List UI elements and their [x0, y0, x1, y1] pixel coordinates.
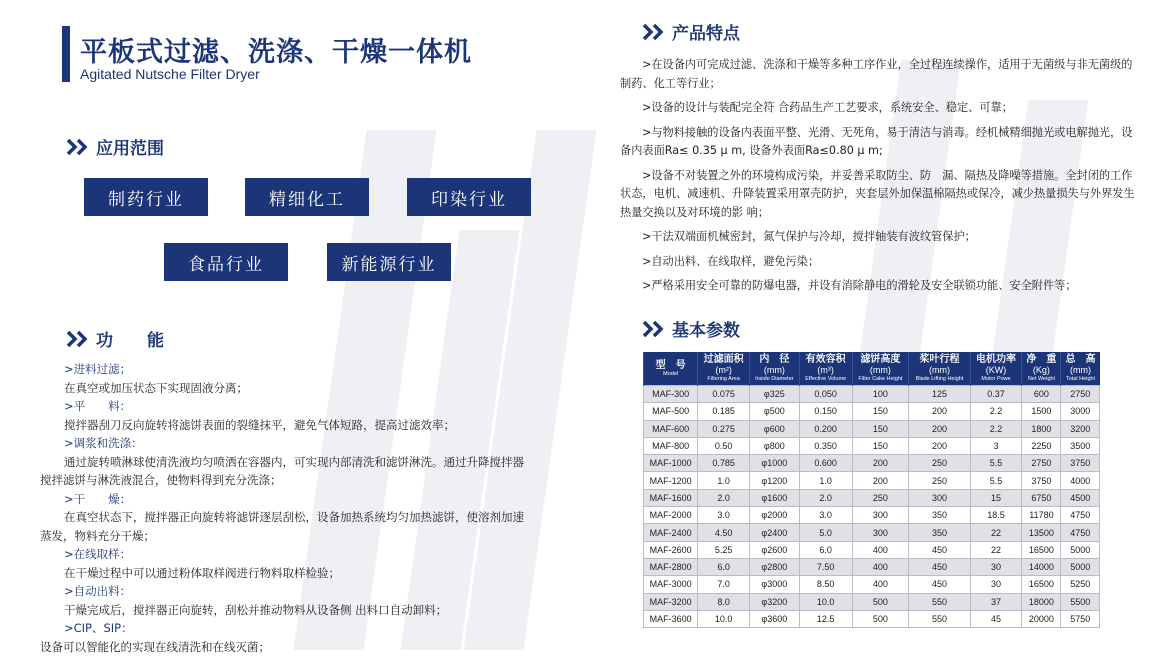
- table-cell: 500: [852, 593, 909, 610]
- function-item-text: 蒸发，物料充分干燥；: [40, 528, 155, 543]
- table-cell: 6.0: [799, 541, 852, 558]
- table-cell: 2750: [1061, 386, 1100, 403]
- feature-item: >干法双端面机械密封，氮气保护与冷却，搅拌轴装有波纹管保护；: [642, 230, 976, 243]
- table-cell: 150: [852, 403, 909, 420]
- table-cell: 13500: [1022, 524, 1061, 541]
- table-cell: 2.0: [799, 489, 852, 506]
- feature-item: >设备不对装置之外的环境构成污染，并妥善采取防尘、防 漏、隔热及降噪等措施。全封闭的工作状态，电机、减速机、升降装置采用罩壳防护，夹套层外加保温棉隔热或保冷，减少热量损失与外界发生热量交换以及对环境的影 响；: [620, 168, 1135, 219]
- column-name-cn: 总 高: [1065, 354, 1096, 365]
- table-row: [644, 437, 1100, 454]
- table-cell: 0.150: [799, 403, 852, 420]
- table-cell: φ3000: [749, 576, 799, 593]
- table-cell: 45: [970, 610, 1022, 627]
- table-cell: 30: [970, 576, 1022, 593]
- function-item-heading: >调浆和洗涤：: [64, 436, 143, 450]
- application-chip: 精细化工: [245, 178, 369, 216]
- section-heading-label: 基本参数: [672, 321, 740, 341]
- table-row: [644, 472, 1100, 489]
- table-cell: 4500: [1061, 489, 1100, 506]
- column-name-en: Net Weight: [1027, 376, 1055, 382]
- table-cell: 11780: [1022, 507, 1061, 524]
- table-cell: 300: [852, 507, 909, 524]
- table-cell: MAF-800: [644, 437, 698, 454]
- table-cell: 600: [1022, 386, 1061, 403]
- column-name-cn: 滤饼高度: [860, 354, 901, 365]
- column-unit: (mm): [869, 365, 891, 375]
- table-cell: 1.0: [799, 472, 852, 489]
- column-name-cn: 过滤面积: [703, 354, 744, 365]
- table-cell: 3: [970, 437, 1022, 454]
- column-name-en: Motor Powe: [981, 376, 1011, 382]
- table-row: [644, 489, 1100, 506]
- table-cell: 2750: [1022, 455, 1061, 472]
- table-row: [644, 558, 1100, 575]
- function-item-text: 在真空或加压状态下实现固液分离；: [64, 380, 248, 395]
- column-name-en: Total Height: [1065, 376, 1095, 382]
- table-cell: 37: [970, 593, 1022, 610]
- section-heading-function: [66, 326, 164, 351]
- table-row: [644, 541, 1100, 558]
- function-item-heading: >在线取样：: [64, 547, 132, 561]
- table-cell: 400: [852, 576, 909, 593]
- table-cell: φ1600: [749, 489, 799, 506]
- table-cell: 0.200: [799, 420, 852, 437]
- function-item-text: 在干燥过程中可以通过粉体取样阀进行物料取样检验；: [64, 565, 340, 580]
- section-heading-label: 应用范围: [96, 139, 164, 159]
- feature-item: >在设备内可完成过滤、洗涤和干燥等多种工序作业，全过程连续操作，适用于无菌级与非无菌级的制药、化工等行业；: [620, 58, 1133, 90]
- table-cell: 2.2: [970, 403, 1022, 420]
- function-item-text: 搅拌滤饼与淋洗液混合，使物料得到充分洗涤；: [40, 473, 282, 487]
- table-cell: 7.50: [799, 558, 852, 575]
- application-chip: 印染行业: [407, 178, 531, 216]
- section-heading-features: [642, 19, 740, 44]
- table-cell: 22: [970, 524, 1022, 541]
- function-item-text: 通过旋转喷淋球使清洗液均匀喷洒在容器内，可实现内部清洗和滤饼淋洗。通过升降搅拌器: [64, 454, 524, 469]
- table-cell: 5.25: [698, 541, 750, 558]
- table-cell: MAF-2400: [644, 524, 698, 541]
- column-name-en: Filtering Area: [707, 376, 740, 382]
- table-cell: 4.50: [698, 524, 750, 541]
- table-row: [644, 455, 1100, 472]
- column-unit: (Kg): [1032, 365, 1050, 375]
- table-header-cell: [799, 352, 852, 386]
- function-item-heading: >CIP、SIP：: [64, 621, 133, 635]
- table-cell: 150: [852, 437, 909, 454]
- table-header-cell: [1061, 352, 1100, 386]
- feature-item: >设备的设计与装配完全符 合药品生产工艺要求，系统安全、稳定、可靠；: [642, 101, 1013, 114]
- table-cell: MAF-2600: [644, 541, 698, 558]
- feature-item: >严格采用安全可靠的防爆电器，并设有消除静电的滑轮及安全联锁功能、安全附件等；: [642, 279, 1077, 292]
- table-cell: 300: [852, 524, 909, 541]
- table-cell: 5.5: [970, 472, 1022, 489]
- table-cell: 6.0: [698, 558, 750, 575]
- table-cell: 550: [909, 610, 970, 627]
- table-cell: 0.075: [698, 386, 750, 403]
- table-cell: 5.0: [799, 524, 852, 541]
- column-unit: (m²): [715, 365, 732, 375]
- table-cell: 250: [852, 489, 909, 506]
- table-cell: 0.050: [799, 386, 852, 403]
- table-cell: 200: [909, 403, 970, 420]
- column-unit: (KW): [985, 365, 1007, 375]
- table-cell: 5000: [1061, 541, 1100, 558]
- table-cell: 18.5: [970, 507, 1022, 524]
- table-cell: 15: [970, 489, 1022, 506]
- column-name-cn: 有效容积: [805, 354, 846, 365]
- table-cell: 125: [909, 386, 970, 403]
- parameters-table: [643, 352, 1100, 628]
- table-cell: φ2400: [749, 524, 799, 541]
- table-cell: 350: [909, 507, 970, 524]
- table-cell: 450: [909, 576, 970, 593]
- table-cell: 0.785: [698, 455, 750, 472]
- table-cell: 3000: [1061, 403, 1100, 420]
- table-cell: 5000: [1061, 558, 1100, 575]
- table-cell: 8.50: [799, 576, 852, 593]
- table-header-cell: [852, 352, 909, 386]
- table-cell: 1.0: [698, 472, 750, 489]
- table-row: [644, 576, 1100, 593]
- table-cell: MAF-1000: [644, 455, 698, 472]
- table-cell: 10.0: [698, 610, 750, 627]
- table-header-cell: [749, 352, 799, 386]
- table-cell: 0.600: [799, 455, 852, 472]
- function-item-heading: >干 燥：: [64, 491, 132, 506]
- column-name-en: Model: [663, 370, 679, 377]
- double-chevron-right-icon: [66, 330, 90, 348]
- table-cell: 4750: [1061, 507, 1100, 524]
- table-cell: 350: [909, 524, 970, 541]
- table-cell: 3750: [1061, 455, 1100, 472]
- features-list: [620, 56, 1135, 302]
- function-item-text: 搅拌器刮刀反向旋转将滤饼表面的裂缝抹平，避免气体短路，提高过滤效率；: [64, 417, 455, 432]
- table-cell: 450: [909, 558, 970, 575]
- table-cell: 14000: [1022, 558, 1061, 575]
- table-header-cell: [1022, 352, 1061, 386]
- table-row: [644, 386, 1100, 403]
- table-cell: MAF-500: [644, 403, 698, 420]
- application-chip: 食品行业: [164, 243, 288, 281]
- table-cell: 4000: [1061, 472, 1100, 489]
- table-cell: 16500: [1022, 576, 1061, 593]
- page-title: 平板式过滤、洗涤、干燥一体机: [80, 37, 472, 68]
- table-cell: φ800: [749, 437, 799, 454]
- double-chevron-right-icon: [642, 23, 666, 41]
- table-row: [644, 420, 1100, 437]
- table-cell: 3750: [1022, 472, 1061, 489]
- table-cell: MAF-300: [644, 386, 698, 403]
- column-name-en: Filter Cake Height: [858, 376, 903, 382]
- table-cell: 22: [970, 541, 1022, 558]
- table-cell: 100: [852, 386, 909, 403]
- table-cell: 3.0: [799, 507, 852, 524]
- table-cell: MAF-3600: [644, 610, 698, 627]
- section-heading-application: [66, 134, 164, 159]
- title-accent-bar: [62, 26, 70, 82]
- section-heading-label: 产品特点: [672, 24, 740, 44]
- table-cell: 30: [970, 558, 1022, 575]
- table-cell: 20000: [1022, 610, 1061, 627]
- table-cell: φ3200: [749, 593, 799, 610]
- table-cell: 5750: [1061, 610, 1100, 627]
- column-unit: (mm): [929, 365, 950, 375]
- table-cell: 8.0: [698, 593, 750, 610]
- table-header-cell: [644, 352, 698, 386]
- double-chevron-right-icon: [642, 320, 666, 338]
- table-cell: 400: [852, 541, 909, 558]
- column-name-en: Inside Diameter: [755, 376, 794, 382]
- table-cell: φ500: [749, 403, 799, 420]
- column-name-cn: 桨叶行程: [919, 354, 960, 365]
- table-cell: 2.0: [698, 489, 750, 506]
- table-cell: 0.350: [799, 437, 852, 454]
- table-header-cell: [970, 352, 1022, 386]
- function-item-heading: >自动出料：: [64, 584, 132, 598]
- table-cell: 10.0: [799, 593, 852, 610]
- column-unit: (m³): [817, 365, 834, 375]
- table-cell: φ1200: [749, 472, 799, 489]
- table-cell: 1800: [1022, 420, 1061, 437]
- table-cell: 12.5: [799, 610, 852, 627]
- function-item-text: 在真空状态下，搅拌器正向旋转将滤饼逐层刮松，设备加热系统均匀加热滤饼，使溶剂加速: [64, 510, 524, 524]
- function-item-text: 设备可以智能化的实现在线清洗和在线灭菌；: [40, 639, 270, 654]
- feature-item: >自动出料、在线取样，避免污染；: [642, 254, 820, 268]
- table-cell: 2.2: [970, 420, 1022, 437]
- application-chip: 制药行业: [84, 178, 208, 216]
- table-row: [644, 507, 1100, 524]
- table-cell: 3.0: [698, 507, 750, 524]
- column-name-cn: 型 号: [655, 359, 686, 371]
- table-row: [644, 610, 1100, 627]
- column-name-cn: 内 径: [759, 354, 790, 365]
- table-cell: 0.275: [698, 420, 750, 437]
- function-list: [40, 360, 580, 656]
- table-row: [644, 403, 1100, 420]
- table-cell: 500: [852, 610, 909, 627]
- table-cell: 16500: [1022, 541, 1061, 558]
- table-cell: φ2000: [749, 507, 799, 524]
- table-cell: MAF-600: [644, 420, 698, 437]
- table-cell: MAF-3200: [644, 593, 698, 610]
- table-cell: 0.185: [698, 403, 750, 420]
- table-cell: 400: [852, 558, 909, 575]
- table-cell: φ2800: [749, 558, 799, 575]
- table-cell: 7.0: [698, 576, 750, 593]
- table-cell: 0.37: [970, 386, 1022, 403]
- table-cell: 200: [909, 437, 970, 454]
- table-cell: φ1000: [749, 455, 799, 472]
- table-cell: 300: [909, 489, 970, 506]
- column-name-cn: 电机功率: [976, 354, 1017, 365]
- table-cell: MAF-1200: [644, 472, 698, 489]
- table-cell: MAF-1600: [644, 489, 698, 506]
- table-cell: 3200: [1061, 420, 1100, 437]
- function-item-heading: >进料过滤；: [64, 362, 132, 376]
- function-item-heading: >平 料：: [64, 399, 132, 413]
- table-cell: 5.5: [970, 455, 1022, 472]
- table-cell: 250: [909, 472, 970, 489]
- table-cell: 550: [909, 593, 970, 610]
- table-header-row: [644, 352, 1100, 386]
- table-cell: 250: [909, 455, 970, 472]
- table-cell: 4750: [1061, 524, 1100, 541]
- table-cell: 200: [852, 472, 909, 489]
- table-cell: 200: [909, 420, 970, 437]
- table-cell: φ2600: [749, 541, 799, 558]
- table-cell: 2250: [1022, 437, 1061, 454]
- column-name-en: Blade Lifting Height: [915, 376, 964, 382]
- table-header-cell: [698, 352, 750, 386]
- table-cell: MAF-2800: [644, 558, 698, 575]
- function-item-text: 干燥完成后，搅拌器正向旋转，刮松并推动物料从设备侧 出料口自动卸料；: [64, 602, 448, 617]
- table-cell: 0.50: [698, 437, 750, 454]
- table-cell: φ325: [749, 386, 799, 403]
- table-cell: 150: [852, 420, 909, 437]
- column-unit: (mm): [1069, 365, 1091, 375]
- table-cell: 18000: [1022, 593, 1061, 610]
- column-name-cn: 净 重: [1026, 354, 1057, 365]
- application-chip: 新能源行业: [327, 243, 451, 281]
- table-cell: 5500: [1061, 593, 1100, 610]
- table-cell: 450: [909, 541, 970, 558]
- table-cell: 5250: [1061, 576, 1100, 593]
- section-heading-params: [642, 316, 740, 341]
- table-row: [644, 524, 1100, 541]
- table-cell: 1500: [1022, 403, 1061, 420]
- table-cell: 200: [852, 455, 909, 472]
- table-cell: 6750: [1022, 489, 1061, 506]
- page-subtitle: Agitated Nutsche Filter Dryer: [80, 66, 260, 82]
- column-unit: (mm): [763, 365, 785, 375]
- table-cell: 3500: [1061, 437, 1100, 454]
- double-chevron-right-icon: [66, 138, 90, 156]
- section-heading-label: 功 能: [96, 331, 164, 351]
- table-cell: MAF-2000: [644, 507, 698, 524]
- table-cell: φ3600: [749, 610, 799, 627]
- table-cell: φ600: [749, 420, 799, 437]
- table-cell: MAF-3000: [644, 576, 698, 593]
- column-name-en: Effective Volume: [805, 376, 847, 382]
- feature-item: >与物料接触的设备内表面平整、光滑、无死角，易于清洁与消毒。经机械精细抛光或电解抛光，设备内表面Ra≤ 0.35 μ m, 设备外表面Ra≤0.80 μ m;: [620, 125, 1133, 157]
- table-header-cell: [909, 352, 970, 386]
- table-row: [644, 593, 1100, 610]
